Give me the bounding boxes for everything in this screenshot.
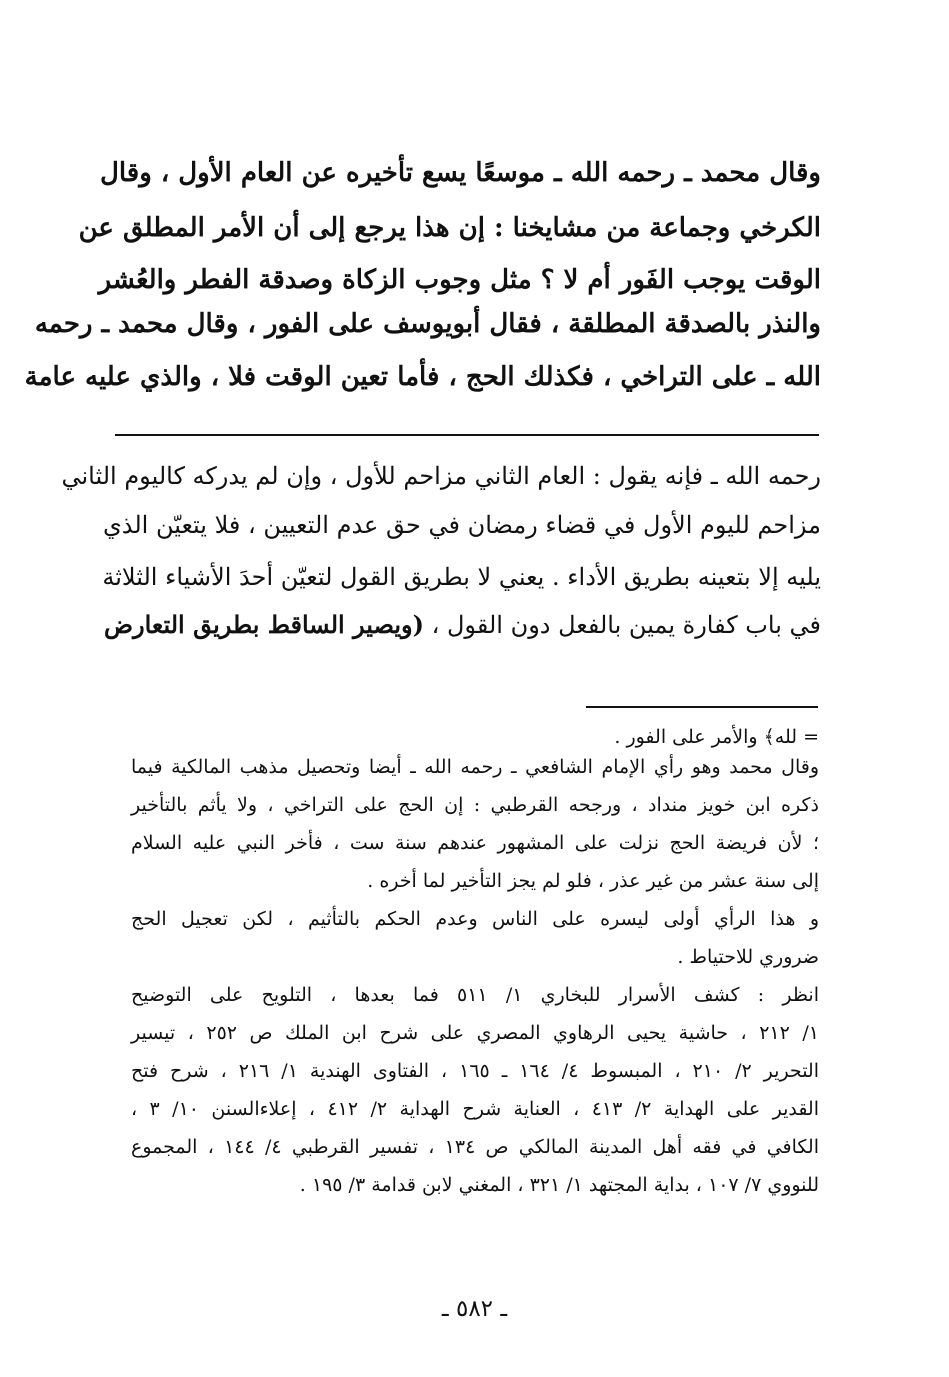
main-divider-rule [115,434,819,436]
footnote-line: و هذا الرأي أولى ليسره على الناس وعدم الحكم بالتأثيم ، لكن تعجيل الحج [131,908,819,930]
footnote-line: ضروري للاحتياط . [677,946,819,968]
footnote-line: انظر : كشف الأسرار للبخاري ١/ ٥١١ فما بعدها ، التلويح على التوضيح [131,984,819,1006]
footnote-line: ذكره ابن خويز منداد ، ورجحه القرطبي : إن الحج على التراخي ، ولا يأثم بالتأخير [131,794,819,816]
page-number: ـ ٥٨٢ ـ [441,1296,508,1322]
footnote-line: للنووي ٧/ ١٠٧ ، بداية المجتهد ١/ ٣٢١ ، المغني لابن قدامة ٣/ ١٩٥ . [299,1174,819,1196]
footnote-line: وقال محمد وهو رأي الإمام الشافعي ـ رحمه الله ـ أيضا وتحصيل مذهب المالكية فيما [131,756,819,778]
main-text-line: الله ـ على التراخي ، فكذلك الحج ، فأما تعين الوقت فلا ، والذي عليه عامة [24,362,821,392]
footnote-line: القدير على الهداية ٢/ ٤١٣ ، العناية شرح الهداية ٢/ ٤١٢ ، إعلاءالسنن ١٠/ ٣ ، [131,1098,820,1120]
footnote-line: ؛ لأن فريضة الحج نزلت على المشهور عندهم سنة ست ، فأخر النبي عليه السلام [131,832,819,854]
main-text-line: والنذر بالصدقة المطلقة ، فقال أبويوسف على الفور ، وقال محمد ـ رحمه [34,309,821,339]
main-text-line: الوقت يوجب الفَور أم لا ؟ مثل وجوب الزكاة وصدقة الفطر والعُشر [98,265,821,295]
footnote-line: إلى سنة عشر من غير عذر ، فلو لم يجز التأخير لما أخره . [367,870,819,892]
commentary-line: مزاحم لليوم الأول في قضاء رمضان في حق عدم التعيين ، فلا يتعيّن الذي [102,511,821,539]
commentary-line [104,605,821,647]
footnote-line: التحرير ٢/ ٢١٠ ، المبسوط ٤/ ١٦٤ ـ ١٦٥ ، الفتاوى الهندية ١/ ٢١٦ ، شرح فتح [131,1060,820,1082]
main-text-line: الكرخي وجماعة من مشايخنا : إن هذا يرجع إلى أن الأمر المطلق عن [78,213,821,243]
main-text-line: وقال محمد ـ رحمه الله ـ موسعًا يسع تأخيره عن العام الأول ، وقال [99,158,821,188]
footnote-divider-rule [586,706,818,708]
commentary-line: رحمه الله ـ فإنه يقول : العام الثاني مزاحم للأول ، وإن لم يدركه كاليوم الثاني [61,462,821,490]
footnote-line: الكافي في فقه أهل المدينة المالكي ص ١٣٤ ، تفسير القرطبي ٤/ ١٤٤ ، المجموع [131,1136,819,1158]
commentary-bold-text: (ويصير الساقط بطريق التعارض [104,610,424,639]
commentary-line: يليه إلا بتعينه بطريق الأداء . يعني لا بطريق القول لتعيّن أحدَ الأشياء الثلاثة [102,563,821,591]
footnote-line: ١/ ٢١٢ ، حاشية يحيى الرهاوي المصري على شرح ابن الملك ص ٢٥٢ ، تيسير [131,1022,819,1044]
footnote-line: = لله﴾ والأمر على الفور . [614,726,819,748]
commentary-plain-text: في باب كفارة يمين بالفعل دون القول ، [431,611,821,639]
